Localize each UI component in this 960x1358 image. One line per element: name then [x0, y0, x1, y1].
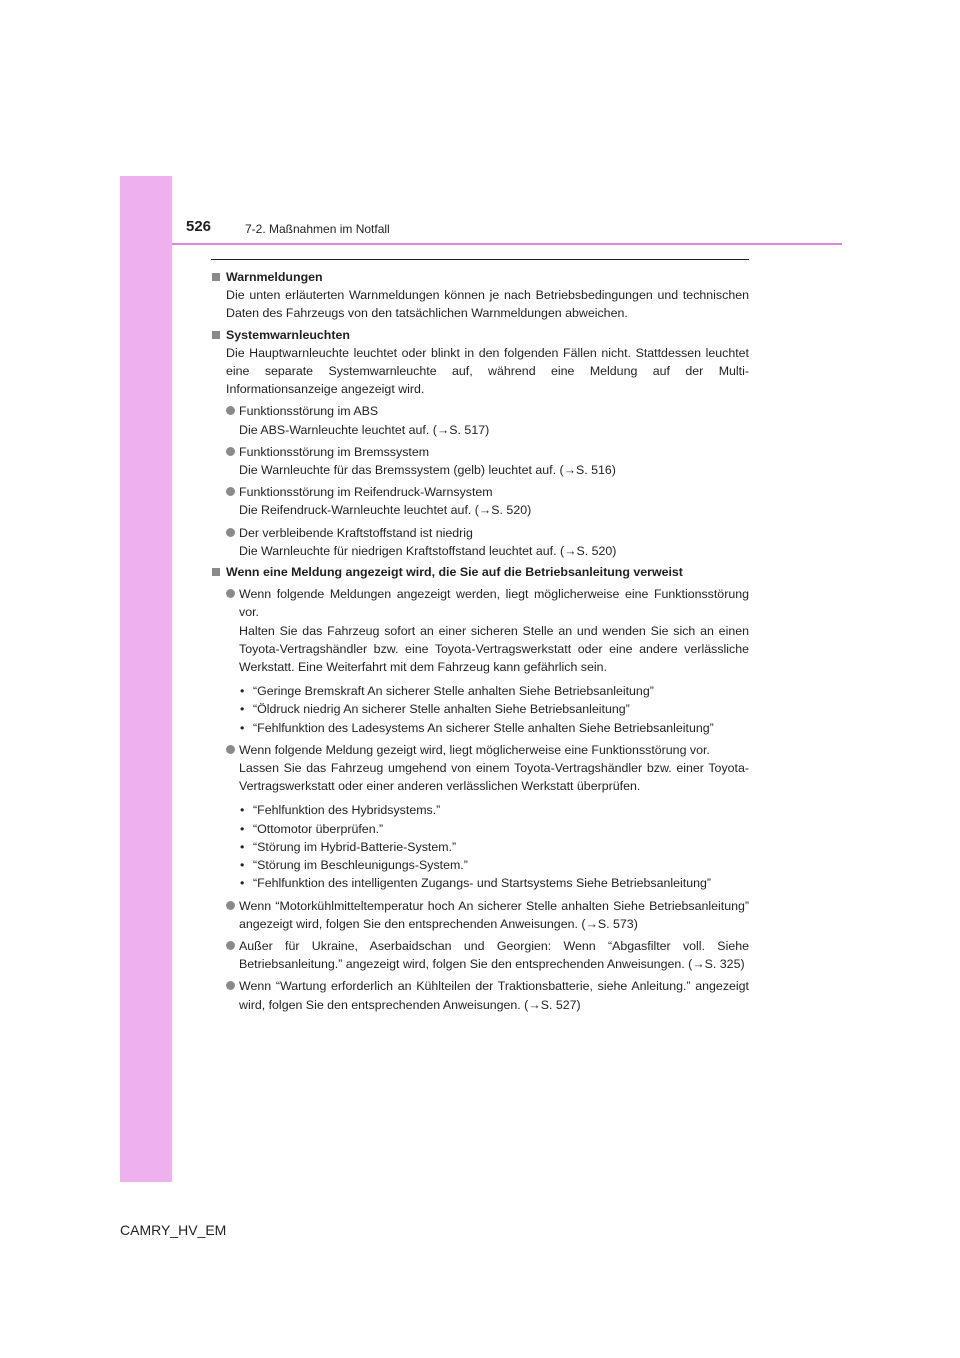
message-bullet: • “Ottomotor überprüfen.”: [240, 821, 384, 836]
header-divider: [172, 243, 842, 245]
systemwarnleuchten-text: Die Hauptwarnleuchte leuchtet oder blinkt in den folgenden Fällen nicht. Stattdessen leuchtet eine separate Systemwarnleuchte auf, während eine Meldung auf der Multi-Informationsanzeige angezeigt wird.: [226, 345, 749, 397]
circle-bullet-icon: [226, 487, 235, 496]
message-bullet: • “Fehlfunktion des Hybridsystems.”: [240, 803, 441, 818]
list-item-kuehlmittel: Wenn “Motorkühlmitteltemperatur hoch An sicherer Stelle anhalten Siehe Betriebsanleitung” angezeigt wird, folgen Sie den entsprechenden Anweisungen. (→S. 573): [211, 897, 749, 933]
circle-bullet-icon: [226, 406, 235, 415]
section-title: 7-2. Maßnahmen im Notfall: [245, 222, 390, 236]
message-bullet: • “Störung im Hybrid-Batterie-System.”: [240, 839, 457, 854]
message-bullet: • “Geringe Bremskraft An sicherer Stelle anhalten Siehe Betriebsanleitung”: [240, 684, 654, 699]
content-divider: [211, 259, 749, 260]
circle-bullet-icon: [226, 589, 235, 598]
circle-bullet-icon: [226, 528, 235, 537]
message-bullet: • “Öldruck niedrig An sicherer Stelle anhalten Siehe Betriebsanleitung”: [240, 702, 630, 717]
list-item-funktionsstoerung-meldung: Wenn folgende Meldung gezeigt wird, liegt möglicherweise eine Funktionsstörung vor. Lassen Sie das Fahrzeug umgehend von einem Toyota-Vertragshändler bzw. einer Toyota-Vertragswerkstatt oder einer anderen verlässlichen Werkstatt überprüfen.: [211, 741, 749, 796]
square-bullet-icon: [212, 568, 220, 576]
list-item-kraftstoff: Der verbleibende Kraftstoffstand ist niedrig Die Warnleuchte für niedrigen Kraftstoffstand leuchtet auf. (→S. 520): [211, 524, 749, 560]
page-number: 526: [186, 218, 212, 235]
chapter-sidebar-tab: [120, 176, 172, 1182]
message-bullet: • “Fehlfunktion des intelligenten Zugangs- und Startsystems Siehe Betriebsanleitung”: [240, 876, 712, 891]
circle-bullet-icon: [226, 901, 235, 910]
warnmeldungen-text: Die unten erläuterten Warnmeldungen können je nach Betriebsbedingungen und technischen Daten des Fahrzeugs von den tatsächlichen Warnmeldungen abweichen.: [226, 288, 749, 321]
square-bullet-icon: [212, 331, 220, 339]
list-item-funktionsstoerung-meldungen: Wenn folgende Meldungen angezeigt werden, liegt möglicherweise eine Funktionsstörung vor. Halten Sie das Fahrzeug sofort an einer sicheren Stelle an und wenden Sie sich an einen Toyota-Vertragshändler bzw. eine Toyota-Vertragswerkstatt oder eine andere verlässliche Werkstatt. Eine Weiterfahrt mit dem Fahrzeug kann gefährlich sein.: [211, 585, 749, 676]
heading-warnmeldungen: Warnmeldungen: [211, 268, 749, 286]
list-item-bremssystem: Funktionsstörung im Bremssystem Die Warnleuchte für das Bremssystem (gelb) leuchtet auf. (→S. 516): [211, 443, 749, 479]
circle-bullet-icon: [226, 941, 235, 950]
model-code-footer: CAMRY_HV_EM: [120, 1222, 227, 1238]
circle-bullet-icon: [226, 447, 235, 456]
message-bullet: • “Störung im Beschleunigungs-System.”: [240, 858, 468, 873]
list-item-abs: Funktionsstörung im ABS Die ABS-Warnleuchte leuchtet auf. (→S. 517): [211, 402, 749, 438]
circle-bullet-icon: [226, 745, 235, 754]
content-body: [211, 268, 749, 1014]
list-item-abgasfilter: Außer für Ukraine, Aserbaidschan und Georgien: Wenn “Abgasfilter voll. Siehe Betriebsanleitung.” angezeigt wird, folgen Sie den entsprechenden Anweisungen. (→S. 325): [211, 937, 749, 973]
list-item-traktionsbatterie: Wenn “Wartung erforderlich an Kühlteilen der Traktionsbatterie, siehe Anleitung.” angezeigt wird, folgen Sie den entsprechenden Anweisungen. (→S. 527): [211, 977, 749, 1013]
heading-verweis: Wenn eine Meldung angezeigt wird, die Sie auf die Betriebsanleitung verweist: [211, 563, 749, 581]
list-item-reifendruck: Funktionsstörung im Reifendruck-Warnsystem Die Reifendruck-Warnleuchte leuchtet auf. (→S. 520): [211, 483, 749, 519]
circle-bullet-icon: [226, 981, 235, 990]
heading-systemwarnleuchten: Systemwarnleuchten: [211, 326, 749, 344]
message-bullet: • “Fehlfunktion des Ladesystems An sicherer Stelle anhalten Siehe Betriebsanleitung”: [240, 720, 714, 735]
square-bullet-icon: [212, 273, 220, 281]
